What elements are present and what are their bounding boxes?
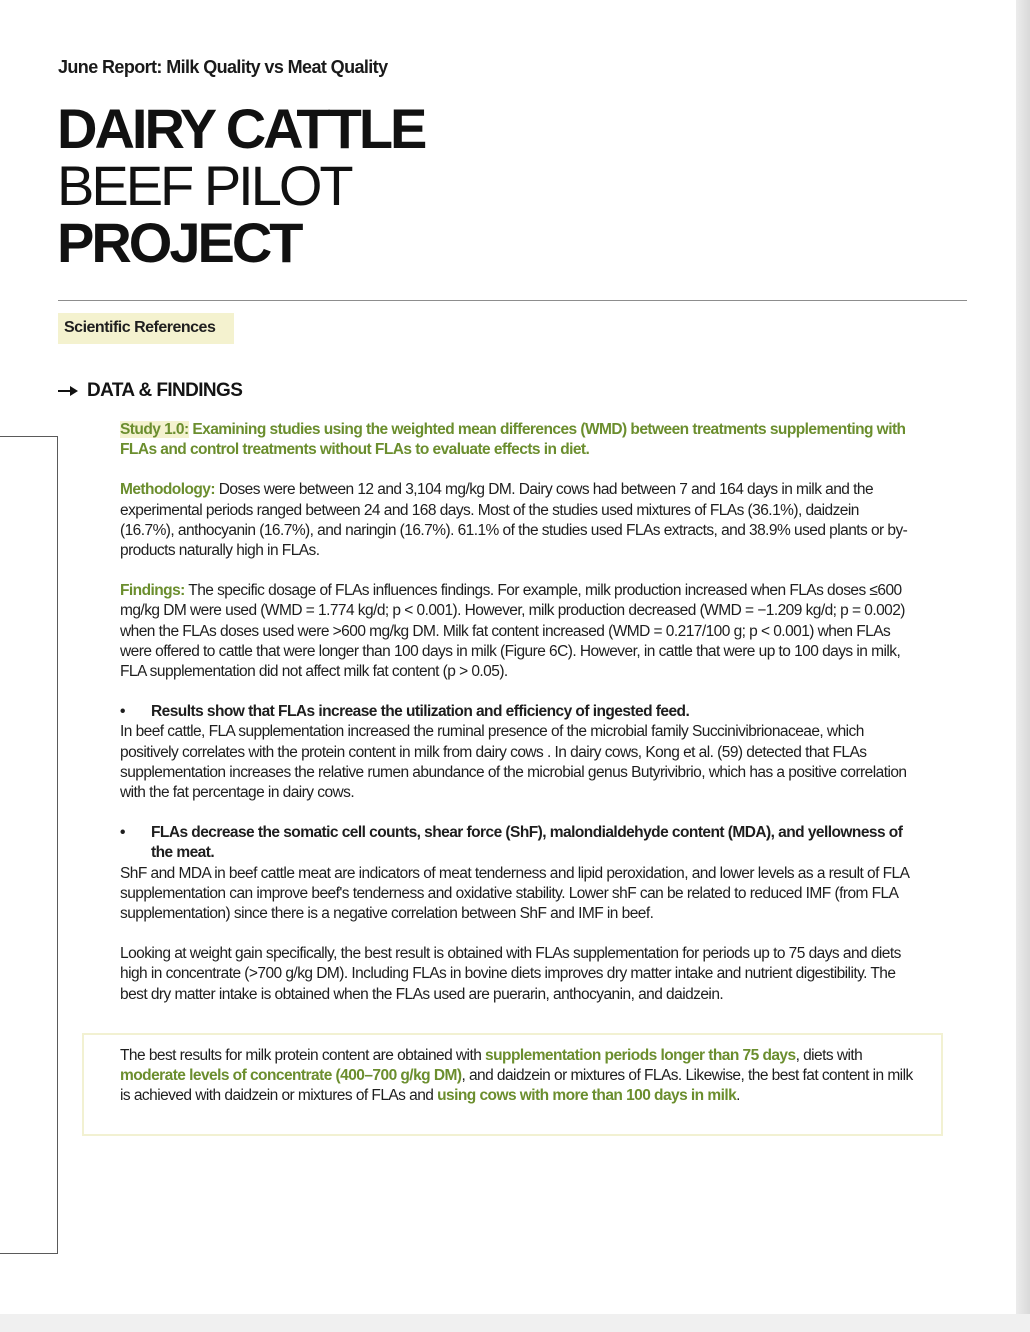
bullet-body: In beef cattle, FLA supplementation increased the ruminal presence of the microbial family Succinivibrionaceae, which positively correlates with the protein content in milk from dairy cows . In dairy cows, Kong et al. (59) detected that FLAs supplementation increases the relative rumen abundance of the microbial genus Butyrivibrio, which has a positive correlation with the fat percentage in dairy cows. <box>120 723 907 802</box>
page-edge-shadow <box>1016 0 1030 1332</box>
scientific-references-tag: Scientific References <box>58 313 234 344</box>
bullet-item <box>120 823 916 924</box>
title-line-2: BEEF PILOT <box>57 154 351 217</box>
header-divider <box>58 300 967 301</box>
highlight-concentrate-level: moderate levels of concentrate (400–700 g/kg DM) <box>120 1067 462 1085</box>
highlight-supplementation-period: supplementation periods longer than 75 days <box>485 1047 796 1064</box>
bullet-marker: • <box>120 703 125 721</box>
study-label: Study 1.0: <box>120 421 189 438</box>
bullet-marker: • <box>120 824 125 842</box>
methodology-label: Methodology: <box>120 481 215 499</box>
bullet-heading: Results show that FLAs increase the utilization and efficiency of ingested feed. <box>151 703 690 721</box>
findings-label: Findings: <box>120 582 185 600</box>
findings-paragraph <box>120 581 916 682</box>
section-heading <box>58 379 242 403</box>
findings-text: The specific dosage of FLAs influences findings. For example, milk production increased when FLAs doses ≤600 mg/kg DM were used (WMD = 1.774 kg/d; p < 0.001). However, milk production decreased (WMD = −1.209 kg/d; p = 0.002) when the FLAs doses used were >600 mg/kg DM. Milk fat content increased (WMD = 0.217/100 g; p < 0.001) when FLAs were offered to cattle that were longer than 100 days in milk (Figure 6C). However, in cattle that were up to 100 days in milk, FLA supplementation did not affect milk fat content (p > 0.05). <box>120 582 905 681</box>
bullet-body: ShF and MDA in beef cattle meat are indicators of meat tenderness and lipid peroxidation, and lower levels as a result of FLA supplementation can improve beef's tenderness and oxidative stability. Lower shF can be related to reduced IMF (from FLA supplementation) since there is a negative correlation between ShF and IMF in beef. <box>120 864 909 923</box>
weight-gain-paragraph: Looking at weight gain specifically, the best result is obtained with FLAs supplementation for periods up to 75 days and diets high in concentrate (>700 g/kg DM). Including FLAs in bovine diets improves dry matter intake and nutrient digestibility. The best dry matter intake is obtained when the FLAs used are puerarin, anthocyanin, and daidzein. <box>120 945 901 1003</box>
arrow-right-icon <box>58 385 78 397</box>
side-frame <box>0 436 58 1254</box>
report-kicker: June Report: Milk Quality vs Meat Quality <box>58 57 388 77</box>
methodology-text: Doses were between 12 and 3,104 mg/kg DM. Dairy cows had between 7 and 164 days in milk and the experimental periods ranged between 24 and 168 days. Most of the studies used mixtures of FLAs (36.1%), daidzein (16.7%), anthocyanin (16.7%), and naringin (16.7%). 61.1% of the studies used FLAs extracts, and 38.9% used plants or by-products naturally high in FLAs. <box>120 481 908 560</box>
study-paragraph <box>120 420 916 460</box>
methodology-paragraph <box>120 480 916 561</box>
section-title: DATA & FINDINGS <box>87 380 243 401</box>
bullet-heading: FLAs decrease the somatic cell counts, shear force (ShF), malondialdehyde content (MDA), and yellowness of the meat. <box>151 824 903 862</box>
key-results-text: The best results for milk protein content are obtained with supplementation periods longer than 75 days, diets with moderate levels of concentrate (400–700 g/kg DM), and daidzein or mixtures of FLAs. Likewise, the best fat content in milk is achieved with daidzein or mixtures of FLAs and using cows with more than 100 days in milk. <box>120 1047 913 1105</box>
report-title <box>57 97 425 274</box>
study-text: Examining studies using the weighted mean differences (WMD) between treatments supplementing with FLAs and control treatments without FLAs to evaluate effects in diet. <box>120 421 906 459</box>
bullet-item <box>120 702 916 803</box>
title-line-1: DAIRY CATTLE <box>57 97 425 160</box>
title-line-3: PROJECT <box>57 211 301 274</box>
highlight-days-in-milk: using cows with more than 100 days in milk <box>437 1087 737 1105</box>
page-bottom-margin <box>0 1314 1030 1332</box>
findings-content <box>120 420 916 1025</box>
